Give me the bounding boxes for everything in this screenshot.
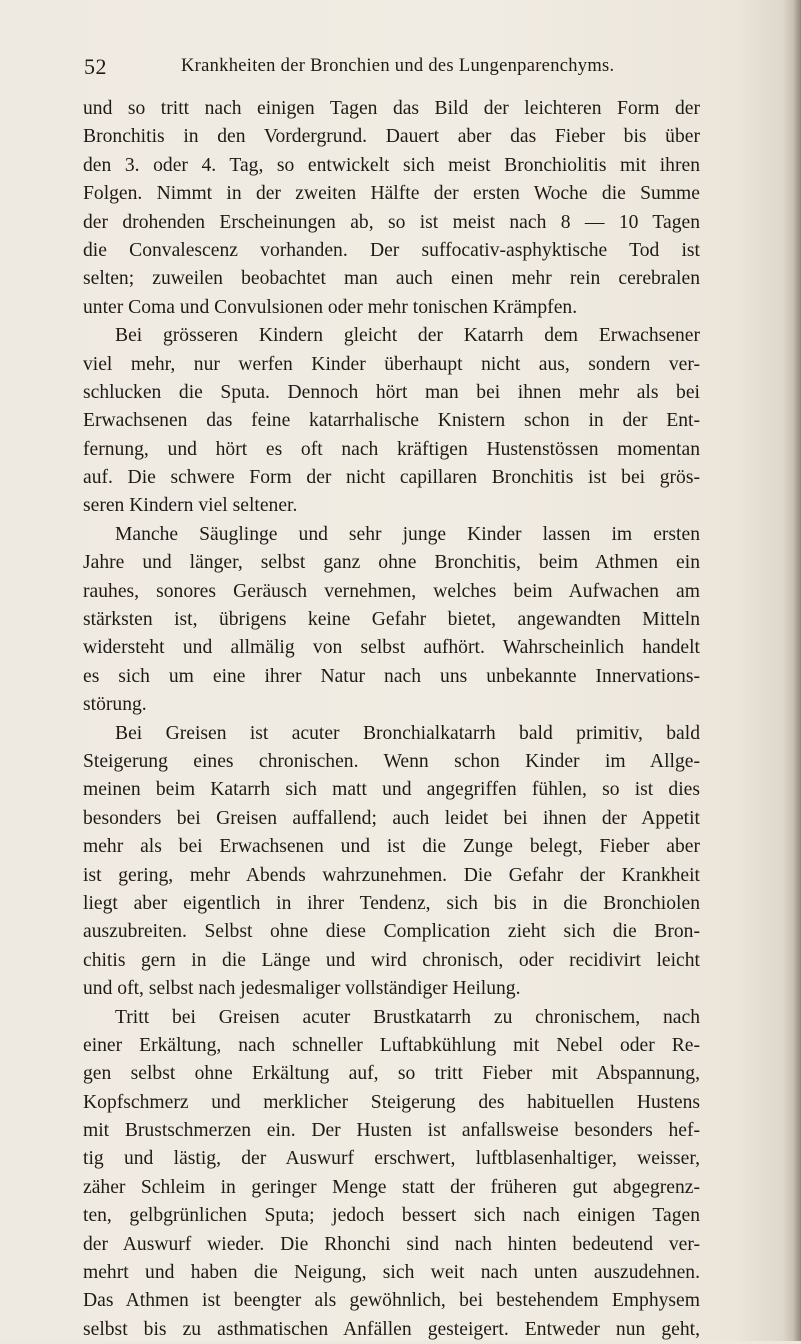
page-number: 52 [84,54,107,79]
text-line: Das Athmen ist beengter als gewöhnlich, bei bestehendem Emphysem [83,1290,700,1312]
text-line: der Auswurf wieder. Die Rhonchi sind nach hinten bedeutend ver- [83,1233,700,1255]
text-line: mehr als bei Erwachsenen und ist die Zunge belegt, Fieber aber [83,836,700,858]
text-line: liegt aber eigentlich in ihrer Tendenz, sich bis in die Bronchiolen [83,892,700,914]
paragraph-start-line: Tritt bei Greisen acuter Brustkatarrh zu chronischem, nach [115,1006,700,1028]
text-line: und oft, selbst nach jedesmaliger vollständiger Heilung. [83,978,521,1000]
text-line: einer Erkältung, nach schneller Luftabkühlung mit Nebel oder Re- [83,1034,700,1056]
running-head: Krankheiten der Bronchien und des Lungenparenchyms. [181,56,615,76]
text-line: auszubreiten. Selbst ohne diese Complication zieht sich die Bron- [83,921,700,943]
text-line: der drohenden Erscheinungen ab, so ist meist nach 8 — 10 Tagen [83,211,700,233]
text-line: chitis gern in die Länge und wird chronisch, oder recidivirt leicht [83,949,700,971]
text-line: Steigerung eines chronischen. Wenn schon Kinder im Allge- [83,750,700,772]
text-line: Erwachsenen das feine katarrhalische Knistern schon in der Ent- [83,410,700,432]
text-line: ist gering, mehr Abends wahrzunehmen. Die Gefahr der Krankheit [83,864,700,886]
text-line: rauhes, sonores Geräusch vernehmen, welches beim Aufwachen am [83,580,700,602]
text-line: Folgen. Nimmt in der zweiten Hälfte der ersten Woche die Summe [83,183,700,205]
text-line: viel mehr, nur werfen Kinder überhaupt nicht aus, sondern ver- [83,353,700,375]
text-line: schlucken die Sputa. Dennoch hört man bei ihnen mehr als bei [83,381,700,403]
paragraph-start-line: Manche Säuglinge und sehr junge Kinder lassen im ersten [115,523,700,545]
page-gutter-shadow [783,0,801,1341]
text-line: gen selbst ohne Erkältung auf, so tritt Fieber mit Abspannung, [83,1063,700,1085]
text-line: unter Coma und Convulsionen oder mehr tonischen Krämpfen. [83,296,578,318]
text-line: selten; zuweilen beobachtet man auch einen mehr rein cerebralen [83,268,700,290]
text-line: die Convalescenz vorhanden. Der suffocativ-asphyktische Tod ist [83,239,700,261]
text-line: meinen beim Katarrh sich matt und angegriffen fühlen, so ist dies [83,779,700,801]
paragraph-start-line: Bei Greisen ist acuter Bronchialkatarrh bald primitiv, bald [115,722,700,744]
text-line: es sich um eine ihrer Natur nach uns unbekannte Innervations- [83,665,700,687]
text-line: besonders bei Greisen auffallend; auch leidet bei ihnen der Appetit [83,807,700,829]
text-line: störung. [83,694,147,716]
text-line: seren Kindern viel seltener. [83,495,298,517]
text-line: Jahre und länger, selbst ganz ohne Bronchitis, beim Athmen ein [83,552,700,574]
text-line: zäher Schleim in geringer Menge statt der früheren gut abgegrenz- [83,1176,700,1198]
text-line: Kopfschmerz und merklicher Steigerung des habituellen Hustens [83,1091,700,1113]
page-header [84,54,696,84]
text-line: mehrt und haben die Neigung, sich weit nach unten auszudehnen. [83,1262,700,1284]
text-line: widersteht und allmälig von selbst aufhört. Wahrscheinlich handelt [83,637,700,659]
text-line: auf. Die schwere Form der nicht capillaren Bronchitis ist bei grös- [83,467,700,489]
text-line: ten, gelbgrünlichen Sputa; jedoch bessert sich nach einigen Tagen [83,1205,700,1227]
body-text [83,95,700,1344]
paragraph-start-line: Bei grösseren Kindern gleicht der Katarrh dem Erwachsener [115,325,700,347]
text-line: Bronchitis in den Vordergrund. Dauert aber das Fieber bis über [83,126,700,148]
text-line: stärksten ist, übrigens keine Gefahr bietet, angewandten Mitteln [83,609,700,631]
text-line: fernung, und hört es oft nach kräftigen Hustenstössen momentan [83,438,700,460]
text-line: tig und lästig, der Auswurf erschwert, luftblasenhaltiger, weisser, [83,1148,700,1170]
text-line: selbst bis zu asthmatischen Anfällen gesteigert. Entweder nun geht, [83,1318,700,1340]
text-line: den 3. oder 4. Tag, so entwickelt sich meist Bronchiolitis mit ihren [83,154,700,176]
text-line: und so tritt nach einigen Tagen das Bild der leichteren Form der [83,98,700,119]
text-line: mit Brustschmerzen ein. Der Husten ist anfallsweise besonders hef- [83,1120,700,1142]
